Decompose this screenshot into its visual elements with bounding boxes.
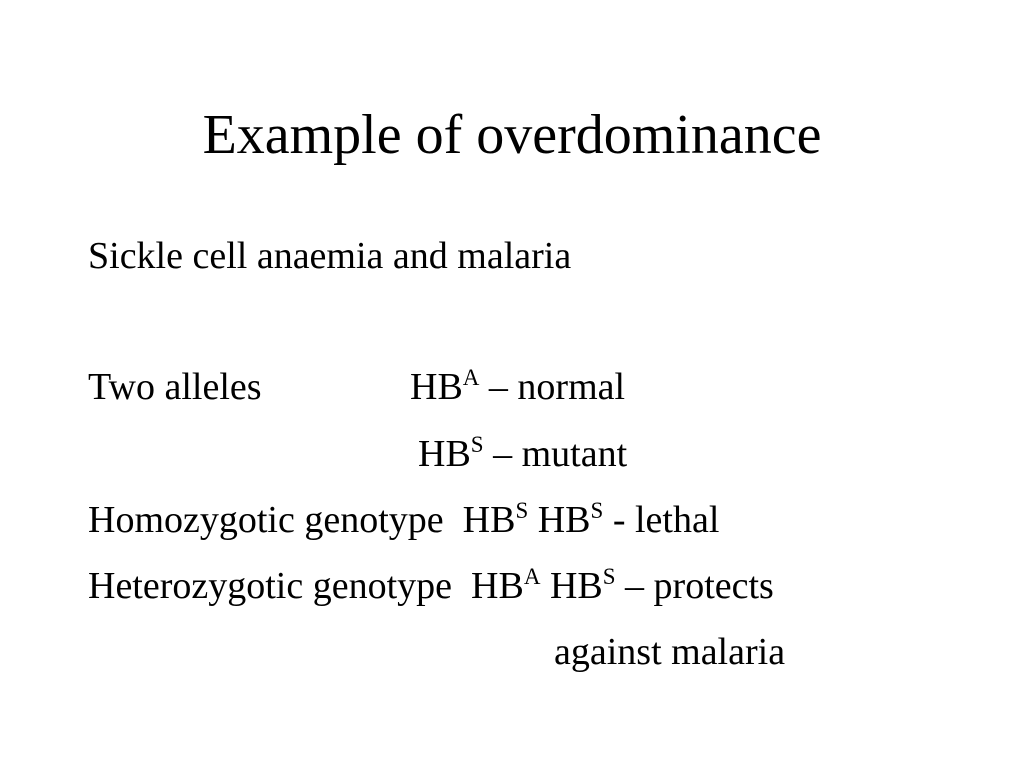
homozygotic-genotype-1-base: HB bbox=[462, 499, 516, 541]
heterozygotic-genotype-1-superscript: A bbox=[523, 564, 541, 589]
heterozygotic-genotype-2-base: HB bbox=[540, 565, 603, 607]
two-alleles-label: Two alleles bbox=[88, 366, 262, 408]
heterozygotic-description: – protects bbox=[615, 565, 774, 607]
allele-s-description: – mutant bbox=[483, 433, 628, 475]
slide-title: Example of overdominance bbox=[202, 104, 822, 166]
homozygotic-line bbox=[88, 497, 719, 548]
allele-a-base: HB bbox=[410, 366, 463, 408]
homozygotic-genotype-2-base: HB bbox=[528, 499, 591, 541]
homozygotic-description: - lethal bbox=[603, 499, 720, 541]
allele-a-description: – normal bbox=[479, 366, 626, 408]
homozygotic-genotype-2-superscript: S bbox=[590, 498, 604, 523]
allele-a-superscript: A bbox=[462, 365, 480, 390]
heterozygotic-continuation: against malaria bbox=[554, 631, 786, 673]
allele-s-superscript: S bbox=[470, 432, 484, 457]
heterozygotic-line bbox=[88, 563, 774, 614]
allele-s-line bbox=[418, 431, 627, 482]
allele-a-line bbox=[410, 364, 625, 415]
homozygotic-genotype-1-superscript: S bbox=[515, 498, 529, 523]
allele-s-base: HB bbox=[418, 433, 471, 475]
heterozygotic-genotype-1-base: HB bbox=[471, 565, 524, 607]
heterozygotic-label: Heterozygotic genotype bbox=[88, 565, 472, 607]
heterozygotic-genotype-2-superscript: S bbox=[602, 564, 616, 589]
topic-line: Sickle cell anaemia and malaria bbox=[88, 235, 572, 277]
homozygotic-label: Homozygotic genotype bbox=[88, 499, 463, 541]
